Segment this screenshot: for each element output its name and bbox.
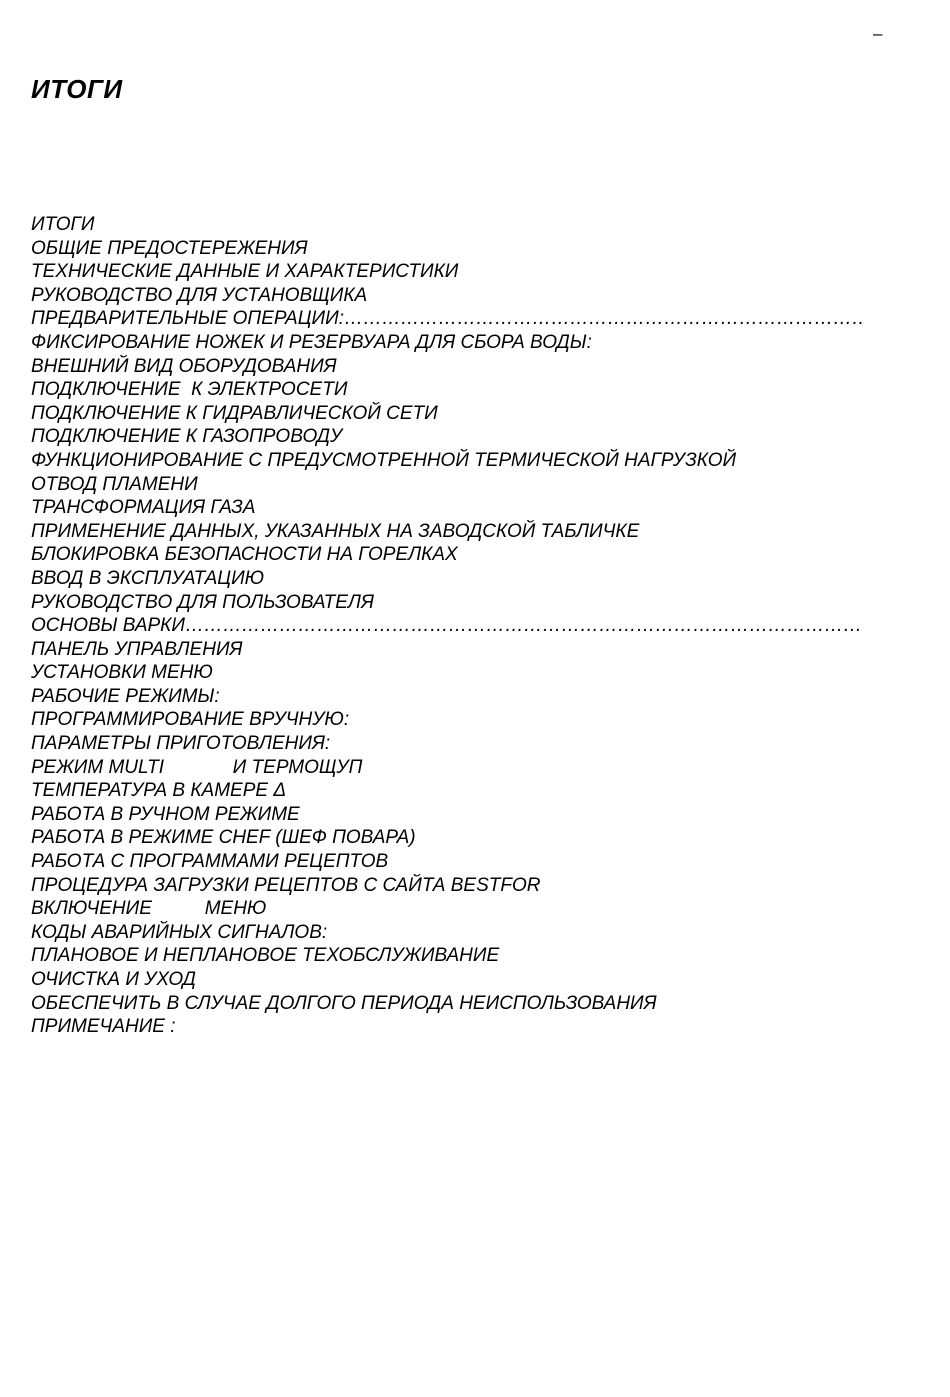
toc-item[interactable] — [31, 756, 911, 780]
toc-item-label: РАБОТА В РУЧНОМ РЕЖИМЕ — [31, 803, 300, 825]
toc-item-label: ВВОД В ЭКСПЛУАТАЦИЮ — [31, 567, 265, 589]
toc-item[interactable] — [31, 732, 911, 756]
toc-item[interactable] — [31, 921, 911, 945]
toc-item-label: ПРЕДВАРИТЕЛЬНЫЕ ОПЕРАЦИИ: — [31, 308, 345, 330]
toc-item[interactable] — [31, 968, 911, 992]
toc-item-label: ПАНЕЛЬ УПРАВЛЕНИЯ — [31, 638, 243, 660]
page-title: ИТОГИ — [31, 74, 123, 104]
toc-item[interactable] — [31, 708, 911, 732]
toc-dot-leader — [344, 307, 863, 331]
toc-item-label: ВКЛЮЧЕНИЕ МЕНЮ — [31, 898, 267, 920]
toc-item-label: ТРАНСФОРМАЦИЯ ГАЗА — [31, 497, 256, 519]
toc-item[interactable] — [31, 614, 911, 638]
toc-item[interactable] — [31, 331, 911, 355]
toc-item[interactable] — [31, 402, 911, 426]
toc-item[interactable] — [31, 237, 911, 261]
toc-item[interactable] — [31, 520, 911, 544]
toc-item-label: ПОДКЛЮЧЕНИЕ К ГАЗОПРОВОДУ — [31, 426, 343, 448]
toc-item[interactable] — [31, 213, 911, 237]
toc-item-label: БЛОКИРОВКА БЕЗОПАСНОСТИ НА ГОРЕЛКАХ — [31, 544, 458, 566]
toc-item[interactable] — [31, 425, 911, 449]
toc-item-label: ИТОГИ — [31, 214, 95, 235]
toc-item[interactable] — [31, 874, 911, 898]
toc-item[interactable] — [31, 260, 911, 284]
toc-item-label: ПОДКЛЮЧЕНИЕ К ГИДРАВЛИЧЕСКОЙ СЕТИ — [31, 402, 438, 424]
toc-item-label: ТЕХНИЧЕСКИЕ ДАННЫЕ И ХАРАКТЕРИСТИКИ — [31, 261, 459, 283]
toc-item-label: ОТВОД ПЛАМЕНИ — [31, 473, 198, 495]
toc-item-label: ОСНОВЫ ВАРКИ — [31, 615, 185, 637]
toc-item-label: ОБЕСПЕЧИТЬ В СЛУЧАЕ ДОЛГОГО ПЕРИОДА НЕИСПОЛЬЗОВАНИЯ — [31, 992, 657, 1014]
toc-item[interactable] — [31, 779, 911, 803]
toc-item[interactable] — [31, 944, 911, 968]
toc-item[interactable] — [31, 307, 911, 331]
toc-item[interactable] — [31, 378, 911, 402]
toc-item[interactable] — [31, 591, 911, 615]
toc-item[interactable] — [31, 803, 911, 827]
toc-item[interactable] — [31, 449, 911, 473]
toc-item-label: КОДЫ АВАРИЙНЫХ СИГНАЛОВ: — [31, 921, 328, 943]
toc-item-label: ПАРАМЕТРЫ ПРИГОТОВЛЕНИЯ: — [31, 733, 331, 755]
toc-item-label: ПЛАНОВОЕ И НЕПЛАНОВОЕ ТЕХОБСЛУЖИВАНИЕ — [31, 945, 500, 967]
toc-item-label: ОЧИСТКА И УХОД — [31, 969, 196, 990]
toc-item[interactable] — [31, 473, 911, 497]
toc-item[interactable] — [31, 850, 911, 874]
toc-item-label: РУКОВОДСТВО ДЛЯ ПОЛЬЗОВАТЕЛЯ — [31, 591, 374, 613]
toc-item[interactable] — [31, 826, 911, 850]
toc-item[interactable] — [31, 496, 911, 520]
toc-item-label: ТЕМПЕРАТУРА В КАМЕРЕ Δ — [31, 780, 287, 802]
toc-item-label: ОБЩИЕ ПРЕДОСТЕРЕЖЕНИЯ — [31, 237, 308, 259]
toc-item[interactable] — [31, 897, 911, 921]
toc-item-label: ПРИМЕЧАНИЕ : — [31, 1016, 176, 1038]
toc-item[interactable] — [31, 543, 911, 567]
toc-item-label: ФУНКЦИОНИРОВАНИЕ С ПРЕДУСМОТРЕННОЙ ТЕРМИЧЕСКОЙ НАГРУЗКОЙ — [31, 449, 737, 471]
table-of-contents — [31, 213, 911, 1039]
toc-item[interactable] — [31, 355, 911, 379]
toc-item[interactable] — [31, 284, 911, 308]
toc-item-label: ПРОЦЕДУРА ЗАГРУЗКИ РЕЦЕПТОВ С САЙТА BESTFOR — [31, 874, 541, 896]
toc-item[interactable] — [31, 638, 911, 662]
toc-item-label: ПРИМЕНЕНИЕ ДАННЫХ, УКАЗАННЫХ НА ЗАВОДСКОЙ ТАБЛИЧКЕ — [31, 520, 640, 542]
toc-item-label: РАБОТА С ПРОГРАММАМИ РЕЦЕПТОВ — [31, 851, 389, 873]
toc-item[interactable] — [31, 992, 911, 1016]
toc-item-label: ПРОГРАММИРОВАНИЕ ВРУЧНУЮ: — [31, 709, 350, 731]
toc-item-label: ВНЕШНИЙ ВИД ОБОРУДОВАНИЯ — [31, 355, 337, 377]
toc-item[interactable] — [31, 685, 911, 709]
toc-item[interactable] — [31, 1015, 911, 1039]
toc-item-label: РАБОТА В РЕЖИМЕ CHEF (ШЕФ ПОВАРА) — [31, 827, 416, 849]
toc-item-label: РАБОЧИЕ РЕЖИМЫ: — [31, 685, 220, 707]
toc-item-label: РЕЖИМ MULTI И ТЕРМОЩУП — [31, 756, 363, 778]
corner-mark: – — [873, 24, 883, 43]
toc-item[interactable] — [31, 567, 911, 591]
toc-item-label: ФИКСИРОВАНИЕ НОЖЕК И РЕЗЕРВУАРА ДЛЯ СБОРА ВОДЫ: — [31, 331, 592, 353]
toc-item[interactable] — [31, 661, 911, 685]
toc-item-label: РУКОВОДСТВО ДЛЯ УСТАНОВЩИКА — [31, 284, 368, 306]
toc-dot-leader — [185, 614, 863, 638]
toc-item-label: УСТАНОВКИ МЕНЮ — [31, 662, 213, 684]
toc-item-label: ПОДКЛЮЧЕНИЕ К ЭЛЕКТРОСЕТИ — [31, 379, 348, 401]
